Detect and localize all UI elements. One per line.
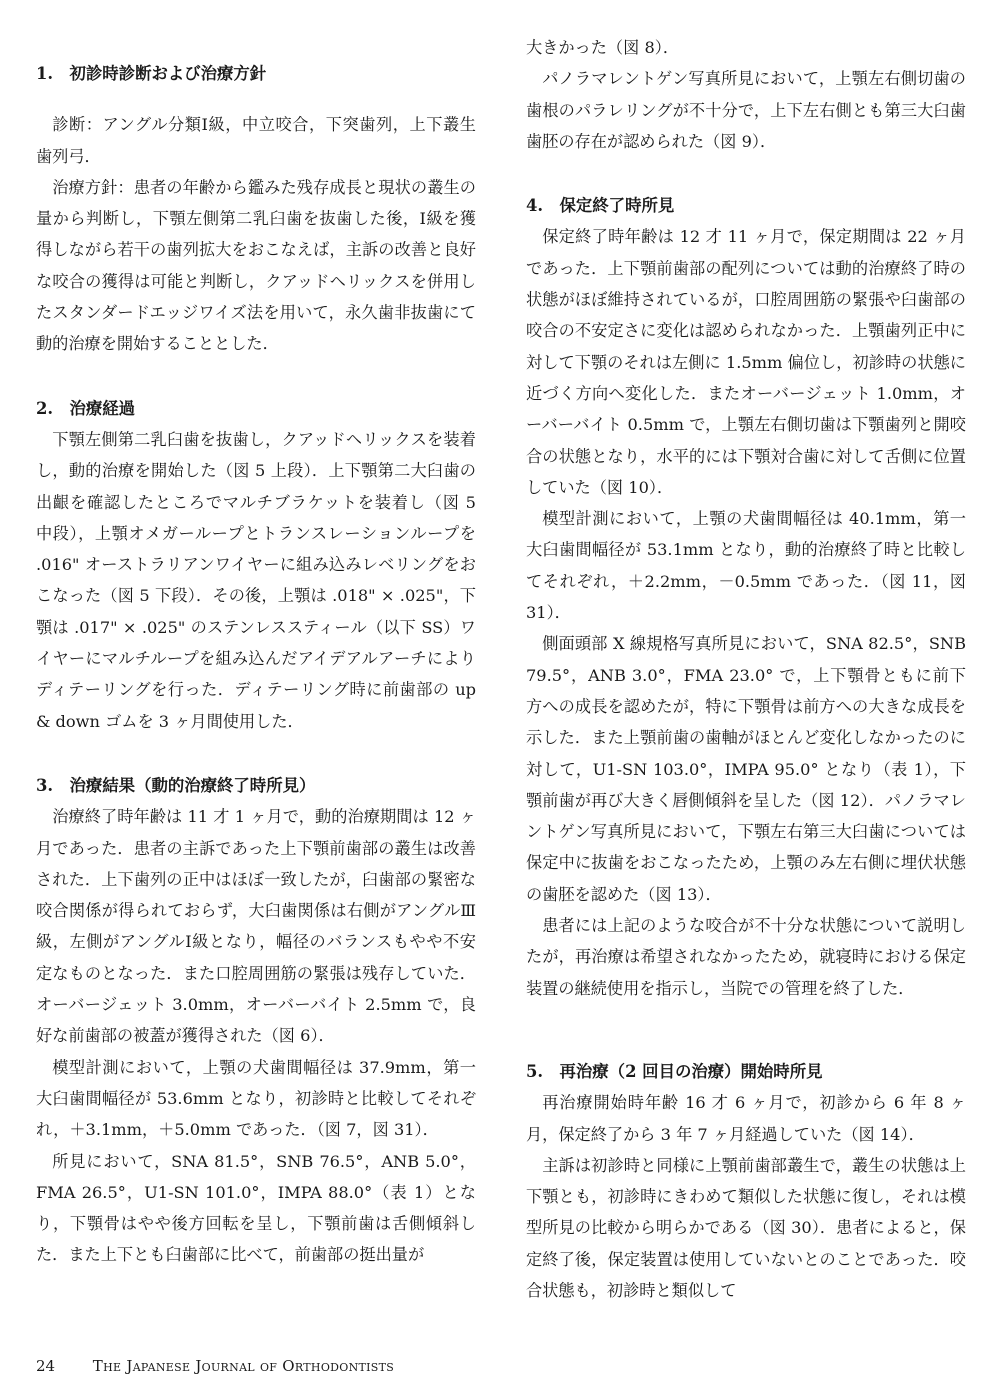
section-1-heading: 1. 初診時診断および治療方針 — [36, 64, 267, 83]
section-5-paragraph: 主訴は初診時と同様に上顎前歯部叢生で，叢生の状態は上下顎とも，初診時にきわめて類似した状態に復し，それは模型所見の比較から明らかである（図 30）．患者によると，保定終了後，保定装置は使用していないとのことであった．咬合状態も，初診時と類似して — [526, 1155, 966, 1300]
section-4-paragraph: 模型計測において，上顎の犬歯間幅径は 40.1mm，第一大臼歯間幅径が 53.1mm となり，動的治療終了時と比較してそれぞれ，＋2.2mm，－0.5mm であった．（図 11，図 31）． — [526, 509, 966, 623]
journal-name: The Japanese Journal of Orthodontists — [92, 1357, 395, 1375]
left-column — [36, 48, 476, 1271]
section-4-paragraph: 保定終了時年齢は 12 才 11 ヶ月で，保定期間は 22 ヶ月であった．上下顎前歯部の配列については動的治療終了時の状態がほぼ維持されているが，口腔周囲筋の緊張や臼歯部の咬合の不安定さに変化は認められなかった．上顎歯列正中に対して下顎のそれは左側に 1.5mm 偏位し，初診時の状態に近づく方向へ変化した．またオーバージェット 1.0mm，オーバーバイト 0.5mm で，上顎左右側切歯は下顎歯列と開咬合の状態となり，水平的には下顎対合歯に対して舌側に位置していた（図 10）． — [526, 227, 966, 497]
section-3-heading: 3. 治療結果（動的治療終了時所見） — [36, 775, 316, 795]
section-3-paragraph: 所見において，SNA 81.5°，SNB 76.5°，ANB 5.0°，FMA 26.5°，U1-SN 101.0°，IMPA 88.0°（表 1）となり，下顎骨はやや後方回転を呈し，下顎前歯は舌側傾斜した．また上下とも臼歯部に比べて，前歯部の挺出量が — [36, 1151, 476, 1265]
section-5-heading: 5. 再治療（2 回目の治療）開始時所見 — [526, 1061, 823, 1081]
section-4-paragraph: 患者には上記のような咬合が不十分な状態について説明したが，再治療は希望されなかったため，就寝時における保定装置の継続使用を指示し，当院での管理を終了した． — [526, 916, 966, 998]
panorama-paragraph: パノラマレントゲン写真所見において，上顎左右側切歯の歯根のパラレリングが不十分で，上下左右側とも第三大臼歯歯胚の存在が認められた（図 9）． — [526, 69, 966, 151]
section-1-paragraph: 診断：アングル分類Ⅰ級，中立咬合，下突歯列，上下叢生歯列弓． — [36, 115, 476, 166]
section-5-paragraph: 再治療開始時年齢 16 才 6 ヶ月で，初診から 6 年 8 ヶ月，保定終了から 3 年 7 ヶ月経過していた（図 14）． — [526, 1093, 966, 1144]
section-4-heading: 4. 保定終了時所見 — [526, 196, 675, 216]
section-3-paragraph: 治療終了時年齢は 11 才 1 ヶ月で，動的治療期間は 12 ヶ月であった．患者の主訴であった上下顎前歯部の叢生は改善された．上下歯列の正中はほぼ一致したが，臼歯部の緊密な咬合関係が得られておらず，大臼歯関係は右側がアングルⅢ級，左側がアングルⅠ級となり，幅径のバランスもやや不安定なものとなった．また口腔周囲筋の緊張は残存していた．オーバージェット 3.0mm，オーバーバイト 2.5mm で，良好な前歯部の被蓋が獲得された（図 6）． — [36, 807, 476, 1046]
section-4-paragraph: 側面頭部 X 線規格写真所見において，SNA 82.5°，SNB 79.5°，ANB 3.0°，FMA 23.0° で，上下顎骨ともに前下方への成長を認めたが，特に下顎骨は前方への大きな成長を示した．また上顎前歯の歯軸がほとんど変化しなかったのに対して，U1-SN 103.0°，IMPA 95.0° となり（表 1），下顎前歯が再び大きく唇側傾斜を呈した（図 12）．パノラマレントゲン写真所見において，下顎左右第三大臼歯については保定中に抜歯をおこなったため，上顎のみ左右側に埋伏状態の歯胚を認めた（図 13）． — [526, 634, 966, 904]
section-2-heading: 2. 治療経過 — [36, 398, 136, 418]
page-number: 24 — [36, 1357, 56, 1375]
section-3-paragraph: 模型計測において，上顎の犬歯間幅径は 37.9mm，第一大臼歯間幅径が 53.6mm となり，初診時と比較してそれぞれ，＋3.1mm，＋5.0mm であった．（図 7，図 31）． — [36, 1057, 476, 1140]
section-2-paragraph: 下顎左側第二乳臼歯を抜歯し，クアッドヘリックスを装着し，動的治療を開始した（図 5 上段）．上下顎第二大臼歯の出齦を確認したところでマルチブラケットを装着し（図 5 中段），上顎オメガーループとトランスレーションループを .016" オーストラリアンワイヤーに組み込みレベリングをおこなった（図 5 下段）．その後，上顎は .018" × .025"，下顎は .017" × .025" のステンレススティール（以下 SS）ワイヤーにマルチループを組み込んだアイデアルアーチによりディテーリングを行った．ディテーリング時に前歯部の up & down ゴムを 3 ヶ月間使用した． — [36, 429, 476, 731]
section-1-paragraph: 治療方針：患者の年齢から鑑みた残存成長と現状の叢生の量から判断し，下顎左側第二乳臼歯を抜歯した後，Ⅰ級を獲得しながら若干の歯列拡大をおこなえば，主訴の改善と良好な咬合の獲得は可能と判断し，クアッドヘリックスを併用したスタンダードエッジワイズ法を用いて，永久歯非抜歯にて動的治療を開始することとした． — [36, 177, 476, 354]
continued-paragraph: 大きかった（図 8）． — [526, 38, 680, 57]
page-footer — [36, 1356, 976, 1376]
right-column — [526, 32, 966, 1306]
